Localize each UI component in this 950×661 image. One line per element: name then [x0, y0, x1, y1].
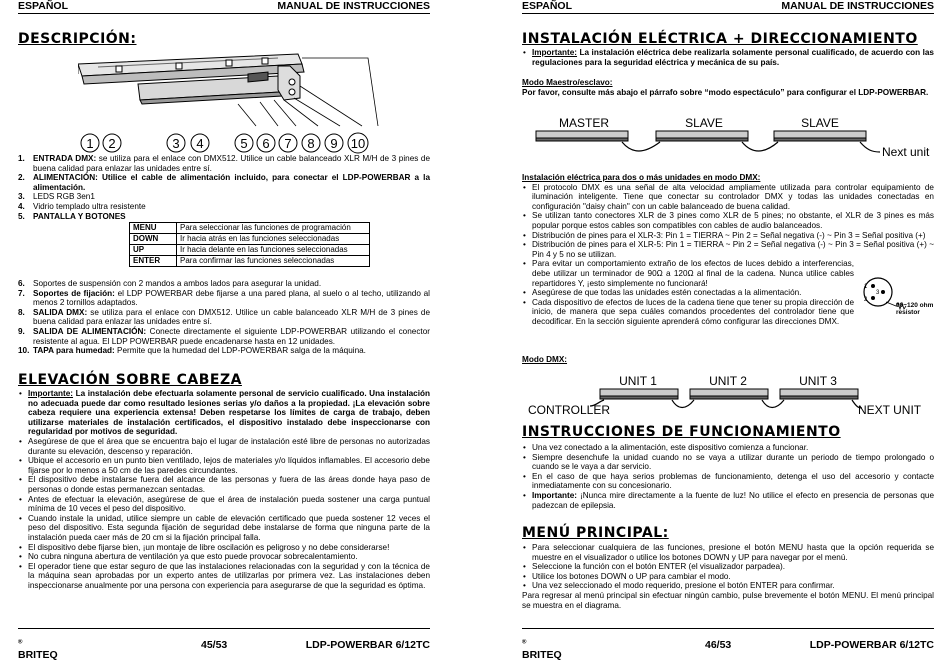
callout-1	[81, 134, 99, 152]
menu-closing-text: Para regresar al menú principal sin efectuar ningún cambio, pulse brevemente el botón MENU. El menú principal se muestra en el diagrama.	[522, 590, 934, 610]
callout-num-9: 9	[330, 136, 338, 151]
slave-label-2: SLAVE	[801, 116, 839, 130]
page-header	[522, 0, 934, 14]
controller-label: CONTROLLER	[528, 403, 611, 417]
unit1-label: UNIT 1	[619, 374, 657, 388]
elevation-bullet: • El dispositivo debe fijarse bien, ¡un montaje de libre oscilación es peligroso y no debe considerarse!	[18, 543, 430, 553]
header-language: ESPAÑOL	[18, 0, 68, 12]
right-page	[522, 0, 934, 661]
cables	[622, 142, 880, 152]
menu-bullet: • Utilice los botones DOWN o UP para cambiar el modo.	[522, 572, 934, 582]
callout-num-5: 5	[240, 136, 248, 151]
callout-3	[167, 134, 185, 152]
section-title-instalacion: INSTALACIÓN ELÉCTRICA + DIRECCIONAMIENTO	[522, 31, 918, 47]
elevation-bullet: • No cubra ninguna abertura de ventilación ya que esto puede provocar sobrecalentamiento.	[18, 552, 430, 562]
page-header	[18, 0, 430, 14]
table-desc: Ir hacia delante en las funciones seleccionadas	[177, 245, 370, 256]
unit3-label: UNIT 3	[799, 374, 837, 388]
footer-model: LDP-POWERBAR 6/12TC	[305, 639, 430, 651]
elevation-bullet: • Asegúrese de que el área que se encuentra bajo el lugar de instalación esté libre de personas no autorizadas durante su elevación, descenso y reparación.	[18, 437, 430, 456]
dmx-chain-diagram	[522, 372, 934, 418]
next-unit-label: Next unit	[882, 145, 930, 159]
resistor-label: 90~120 ohm resistor	[896, 302, 934, 316]
elevation-bullet: • El dispositivo debe instalarse fuera del alcance de las personas y fuera de las áreas donde haya paso de personas o donde estas permanezcan sentadas.	[18, 475, 430, 494]
page-footer	[522, 628, 934, 661]
elevation-bullet: • Ubique el accesorio en un punto bien ventilado, lejos de materiales y/o líquidos inflamables. El accesorio debe fijarse por lo menos a 50 cm de las paredes circundantes.	[18, 456, 430, 475]
dmx-bullet: • Distribución de pines para el XLR-5: Pin 1 = TIERRA ~ Pin 2 = Señal negativa (-) ~ Pin 3 = Señal positiva (+) ~ Pin 4 y 5 no se utilizan.	[522, 240, 934, 259]
table-row	[130, 234, 370, 245]
callout-8	[302, 134, 320, 152]
master-slave-diagram	[532, 114, 932, 166]
callout-num-6: 6	[262, 136, 270, 151]
table-row	[130, 256, 370, 267]
callout-9	[325, 134, 343, 152]
next-unit-label-2: NEXT UNIT	[858, 403, 922, 417]
callout-7	[279, 134, 297, 152]
operation-list	[522, 443, 934, 510]
table-row	[130, 245, 370, 256]
elevation-bullet: • Cuando instale la unidad, utilice siempre un cable de elevación certificado que pueda sostener 12 veces el peso del dispositivo. Esta segunda fijación de seguridad debe instalarse de forma que ninguna parte de la instalación pueda caer más de 20 cm si la fijación principal falla.	[18, 514, 430, 543]
table-key: DOWN	[130, 234, 177, 245]
xlr-pin-3: 3	[876, 290, 880, 296]
dmx-bullet: • Asegúrese de que todas las unidades estén conectadas a la alimentación.	[522, 288, 934, 298]
section-title-funcionamiento: INSTRUCCIONES DE FUNCIONAMIENTO	[522, 424, 841, 440]
callout-num-8: 8	[307, 136, 315, 151]
desc-item-9: 9. SALIDA DE ALIMENTACIÓN: Conecte directamente el siguiente LDP-POWERBAR utilizando el conector resistente al agua. El LDP POWERBAR puede encadenarse hasta en 12 unidades.	[18, 326, 430, 346]
callout-6	[257, 134, 275, 152]
menu-bullet: • Seleccione la función con el botón ENTER (el visualizador parpadea).	[522, 562, 934, 572]
desc-item-7: 7. Soportes de fijación: el LDP POWERBAR debe fijarse a una pared plana, al suelo o al techo, utilizando al menos 2 tornillos adaptados.	[18, 288, 430, 308]
callout-numbers	[78, 132, 398, 154]
callout-10	[348, 133, 368, 153]
elevation-bullet: • Antes de efectuar la elevación, asegúrese de que el área de instalación pueda sostener una carga puntual mínima de 10 veces el peso del dispositivo.	[18, 495, 430, 514]
desc-item-10: 10. TAPA para humedad: Permite que la humedad del LDP-POWERBAR salga de la máquina.	[18, 346, 366, 356]
dmx-cables	[590, 400, 862, 408]
main-menu-list	[522, 543, 934, 610]
callout-num-2: 2	[108, 136, 116, 151]
unit-bars	[536, 131, 866, 141]
header-language: ESPAÑOL	[522, 0, 572, 12]
callout-num-3: 3	[172, 136, 180, 151]
table-key: MENU	[130, 223, 177, 234]
callout-num-10: 10	[350, 136, 366, 151]
xlr-pin-2: 2	[864, 297, 868, 303]
left-page	[18, 0, 430, 661]
menu-bullet: • Una vez seleccionado el modo requerido, presione el botón ENTER para confirmar.	[522, 581, 934, 591]
desc-item-6: 6. Soportes de suspensión con 2 mandos a ambos lados para asegurar la unidad.	[18, 279, 322, 288]
table-desc: Ir hacia atrás en las funciones seleccionadas	[177, 234, 370, 245]
callout-num-1: 1	[86, 136, 94, 151]
elevation-bullet: • El operador tiene que estar seguro de que las instalaciones relacionadas con la seguridad y con la técnica de la máquina sean aprobadas por un experto antes de utilizarlas por primera vez. Las instalaciones deben inspeccionarse anualmente por una persona con experiencia para asegurarse de que la seguridad es óptima.	[18, 562, 430, 591]
header-title: MANUAL DE INSTRUCCIONES	[277, 0, 430, 12]
callout-4	[191, 134, 209, 152]
operation-bullet: • En el caso de que haya serios problemas de funcionamiento, detenga el uso del accesorio y contacte inmediatamente con su concesionario.	[522, 472, 934, 491]
desc-item-2: 2. ALIMENTACIÓN: Utilice el cable de alimentación incluido, para conectar el LDP-POWERBAR a la alimentación.	[18, 173, 430, 192]
section-title-descripcion: DESCRIPCIÓN:	[18, 31, 137, 47]
footer-model: LDP-POWERBAR 6/12TC	[809, 639, 934, 651]
dmx-unit-bars	[600, 389, 858, 399]
callout-5	[235, 134, 253, 152]
modo-dmx-label: Modo DMX:	[522, 355, 568, 364]
footer-page-number: 46/53	[705, 639, 732, 651]
table-key: UP	[130, 245, 177, 256]
desc-item-8: 8. SALIDA DMX: se utiliza para el enlace con DMX512. Utilice un cable balanceado XLR M/H de 3 pines de buena calidad para enlazar las unidades entre sí.	[18, 307, 430, 327]
xlr-pin-1: 1	[864, 284, 868, 290]
buttons-table	[129, 222, 370, 267]
description-list-1	[18, 154, 430, 221]
dmx-bullet: • Cada dispositivo de efectos de luces de la cadena tiene que tener su propia dirección de inicio, de manera que sepa cuáles comandos procedentes del controlador tiene que decodificar. En la sección siguiente aprenderá cómo configurar las direcciones DMX.	[522, 298, 934, 327]
powerbar-drawing	[78, 54, 304, 104]
table-key: ENTER	[130, 256, 177, 267]
table-row	[130, 223, 370, 234]
slave-label-1: SLAVE	[685, 116, 723, 130]
dmx-bullet: • Para evitar un comportamiento extraño de los efectos de luces debido a interferencias, debe utilizar un terminador de 90Ω a 120Ω al final de la cadena. Nunca utilice cables repartidores Y, ¡esto simplemente no funcionará!	[522, 259, 934, 288]
elevation-important: • Importante: La instalación debe efectuarla solamente personal de servicio cualificado. Una instalación no adecuada puede dar como resultado lesiones serias y/o daños a la propiedad. ¡La elevación sobre cabeza requiere una experiencia extensa! Deben respetarse los límites de carga de trabajo, deben utilizarse materiales de instalación certificados, el dispositivo instalado debe inspeccionarse con regularidad por motivos de seguridad.	[18, 389, 430, 437]
dmx-heading: Instalación eléctrica para dos o más unidades en modo DMX:	[522, 173, 761, 182]
master-slave-text: Por favor, consulte más abajo el párrafo sobre “modo espectáculo” para configurar el LDP-POWERBAR.	[522, 87, 929, 97]
operation-bullet: • Una vez conectado a la alimentación, este dispositivo comienza a funcionar.	[522, 443, 934, 453]
elevation-list	[18, 389, 430, 590]
operation-bullet: • Siempre desenchufe la unidad cuando no se vaya a utilizar durante un periodo de tiempo prolongado o cuando se le vaya a dar servicio.	[522, 453, 934, 472]
description-list-2	[18, 279, 430, 356]
master-slave-section	[522, 78, 934, 97]
section-title-elevacion: ELEVACIÓN SOBRE CABEZA	[18, 372, 242, 388]
footer-brand: BRITEQ ®	[18, 639, 58, 661]
desc-item-1: 1. ENTRADA DMX: se utiliza para el enlace con DMX512. Utilice un cable balanceado XLR M/H de 3 pines de buena calidad para enlazar las unidades entre sí.	[18, 154, 430, 173]
unit2-label: UNIT 2	[709, 374, 747, 388]
header-title: MANUAL DE INSTRUCCIONES	[781, 0, 934, 12]
operation-important: • Importante: ¡Nunca mire directamente a la fuente de luz! No utilice el efecto en presencia de personas que padezcan de epilepsia.	[522, 491, 934, 510]
dmx-bullet: • El protocolo DMX es una señal de alta velocidad ampliamente utilizada para controlar equipamiento de iluminación inteligente. Tiene que conectar su controlador DMX y todas las unidades conectadas en configuración "daisy chain" con un cable balanceado de buena calidad.	[522, 183, 934, 212]
callout-num-4: 4	[196, 136, 204, 151]
desc-item-5: 5. PANTALLA Y BOTONES	[18, 211, 126, 221]
callout-2	[103, 134, 121, 152]
table-desc: Para seleccionar las funciones de programación	[177, 223, 370, 234]
dmx-bullet: • Distribución de pines para el XLR-3: Pin 1 = TIERRA ~ Pin 2 = Señal negativa (-) ~ Pin 3 = Señal positiva (+)	[522, 231, 934, 241]
desc-item-3: 3. LEDS RGB 3en1	[18, 192, 95, 202]
master-label: MASTER	[558, 116, 610, 130]
footer-brand: BRITEQ ®	[522, 639, 562, 661]
section-title-menu-principal: MENÚ PRINCIPAL:	[522, 525, 669, 541]
table-desc: Para confirmar las funciones seleccionadas	[177, 256, 370, 267]
installation-important: • Importante: La instalación eléctrica debe realizarla solamente personal cualificado, de acuerdo con las regulaciones para la seguridad eléctrica y mecánica de su país.	[522, 48, 934, 67]
callout-num-7: 7	[284, 136, 292, 151]
dmx-bullet: • Se utilizan tanto conectores XLR de 3 pines como XLR de 5 pines; no obstante, el XLR de 3 pines es más popular porque estos cables son compatibles con cables de audio balanceados.	[522, 211, 934, 230]
master-slave-label: Modo Maestro/esclavo:	[522, 78, 613, 87]
footer-page-number: 45/53	[201, 639, 228, 651]
menu-bullet: • Para seleccionar cualquiera de las funciones, presione el botón MENU hasta que la opción requerida se muestre en el visualizador o utilice los botones DOWN y UP para navegar por el menú.	[522, 543, 934, 562]
desc-item-4: 4. Vidrio templado ultra resistente	[18, 201, 146, 211]
page-footer	[18, 628, 430, 661]
